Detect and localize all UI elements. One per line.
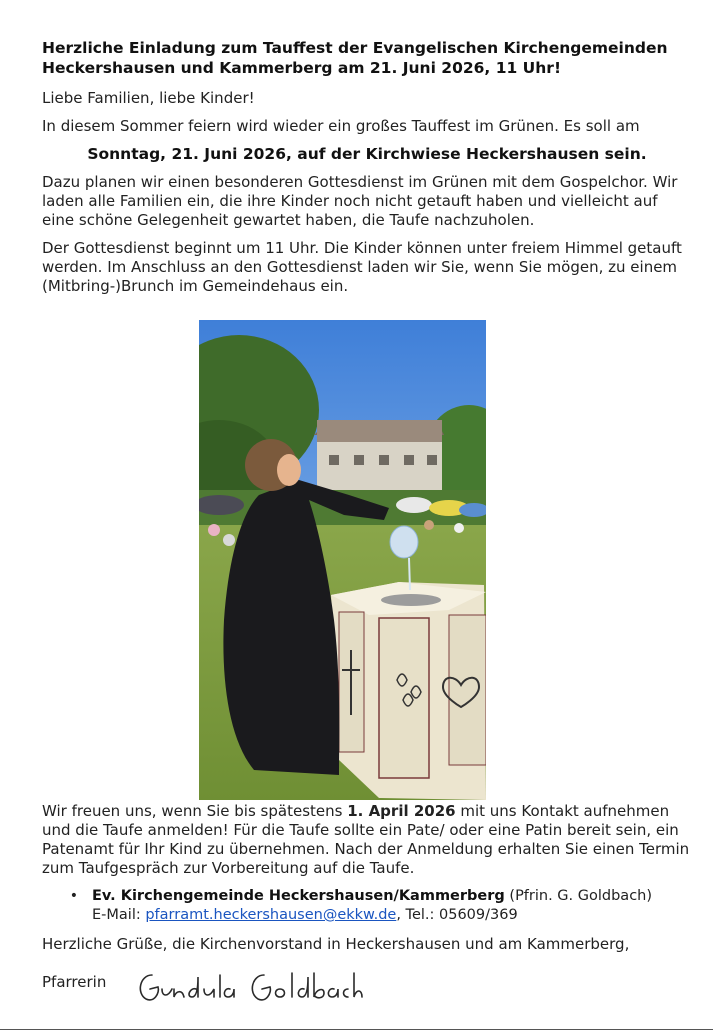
registration-text-after: mit uns Kontakt aufnehmen und die Taufe anmelden! Für die Taufe sollte ein Pate/ oder eine Patin bereit sein, ein Patenamt für Ihr Kind zu übernehmen. Nach der Anmeldung erhalten Sie einen Termin zum Taufgespräch zur Vorbereitung auf die Taufe. — [42, 802, 690, 877]
contact-pastor: (Pfrin. G. Goldbach) — [504, 888, 653, 904]
email-label: E-Mail: — [92, 907, 146, 923]
letter-body — [42, 38, 692, 305]
signature-block — [42, 963, 702, 1013]
contact-details — [92, 887, 652, 925]
contact-org: Ev. Kirchengemeinde Heckershausen/Kammerberg — [92, 888, 505, 904]
intro-paragraph: In diesem Sommer feiern wird wieder ein großes Tauffest im Grünen. Es soll am — [42, 117, 640, 135]
contact-phone: , Tel.: 05609/369 — [396, 907, 518, 923]
registration-section — [42, 802, 702, 1013]
closing-text: Herzliche Grüße, die Kirchenvorstand in Heckershausen und am Kammerberg, — [42, 935, 630, 953]
baptism-photo — [199, 320, 486, 800]
bottom-divider — [0, 1029, 713, 1030]
registration-deadline: 1. April 2026 — [347, 802, 456, 820]
service-paragraph: Der Gottesdienst beginnt um 11 Uhr. Die Kinder können unter freiem Himmel getauft werden. Im Anschluss an den Gottesdienst laden wir Sie, wenn Sie mögen, zu einem (Mitbring-)Brunch im Gemeindehaus ein. — [42, 239, 682, 295]
email-link[interactable]: pfarramt.heckershausen@ekkw.de — [145, 907, 397, 923]
page-title: Herzliche Einladung zum Tauffest der Evangelischen Kirchengemeinden Heckershausen und Kammerberg am 21. Juni 2026, 11 Uhr! — [42, 39, 668, 77]
signature-label: Pfarrerin — [42, 973, 107, 991]
bullet-icon: • — [69, 888, 78, 904]
handwritten-signature — [134, 963, 364, 1011]
greeting: Liebe Familien, liebe Kinder! — [42, 89, 255, 107]
contact-list-item — [42, 887, 702, 925]
plan-paragraph: Dazu planen wir einen besonderen Gottesdienst im Grünen mit dem Gospelchor. Wir laden alle Familien ein, die ihre Kinder noch nicht getauft haben und vielleicht auf eine schöne Gelegenheit gewartet haben, die Taufe nachzuholen. — [42, 173, 678, 229]
registration-paragraph — [42, 802, 702, 878]
registration-text-before: Wir freuen uns, wenn Sie bis spätestens — [42, 802, 348, 820]
event-date-line: Sonntag, 21. Juni 2026, auf der Kirchwiese Heckershausen sein. — [87, 145, 647, 163]
